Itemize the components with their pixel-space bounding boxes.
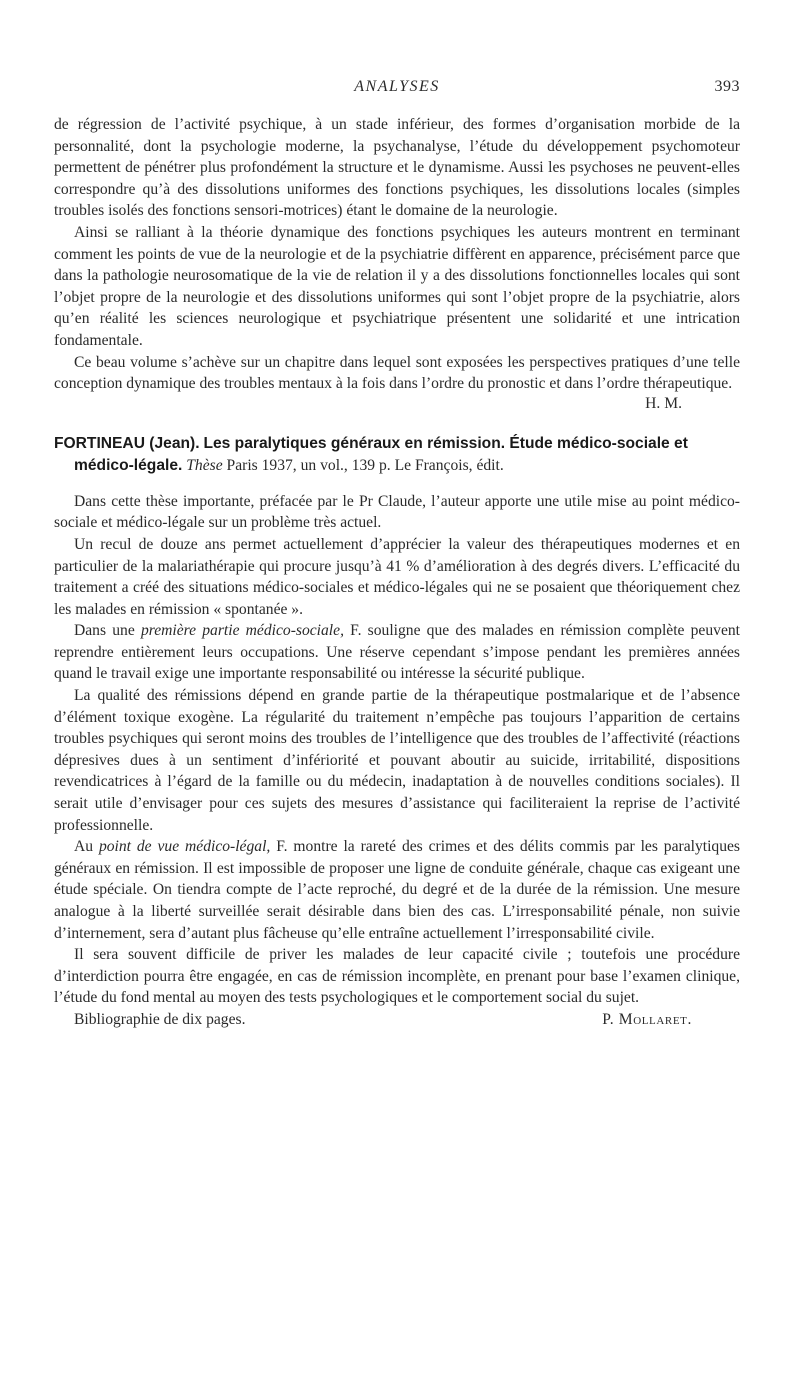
review-2-paragraph-3-rest: F. souligne que des malades en rémission complète peuvent reprendre entièrement leurs occupations. Une réserve cependant s’impose pendant les premières années quand le travail exige une importante responsabilité ou intéresse la sécurité publique. <box>54 622 740 683</box>
running-title: ANALYSES <box>354 78 440 95</box>
review-2-paragraph-1: Dans cette thèse importante, préfacée par le Pr Claude, l’auteur apporte une utile mise au point médico-sociale et médico-légale sur un problème très actuel. <box>54 492 740 532</box>
review-1-paragraph-1: de régression de l’activité psychique, à un stade inférieur, des formes d’organisation morbide de la personnalité, dont la psychologie moderne, la psychanalyse, l’étude du développement psychomoteur permettent de pénétrer plus profondément la structure et le dynamisme. Aussi les psychoses ne peuvent-elles correspondre qu’à des dissolutions uniformes des fonctions psychiques, les dissolutions locales (simples troubles isolés des fonctions sensori-motrices) étant le domaine de la neurologie. <box>54 116 740 220</box>
review-1-paragraph-2: Ainsi se ralliant à la théorie dynamique des fonctions psychiques les auteurs montrent en terminant comment les points de vue de la neurologie et de la psychiatrie diffèrent en apparence, précisément parce que dans la pathologie neurosomatique de la vie de relation il y a des dissolutions fonctionnelles locales qui sont l’objet propre de la neurologie et des dissolutions uniformes qui sont l’objet propre de la psychiatrie, alors qu’en réalité les sciences neurologique et psychiatrique présentent une solidarité et une intrication fondamentale. <box>54 223 740 349</box>
running-head <box>54 78 740 102</box>
review-1-signature: H. M. <box>645 394 682 412</box>
review-2-paragraph-5-lead: Au <box>74 838 94 856</box>
review-1-signature-line <box>54 395 740 413</box>
review-2-paragraph-4: La qualité des rémissions dépend en grande partie de la thérapeutique postmalarique et de l’absence d’élément toxique exogène. La régularité du traitement n’empêche pas toujours l’apparition de certains troubles psychiques qui seront moins des troubles de l’intelligence que des troubles de l’affectivité (réactions dépresives dues à un sentiment d’infériorité et pouvant aboutir au suicide, irritabilité, dispositions revendicatrices à l’égard de la famille ou du médecin, inadaptation à de nouvelles conditions sociales). Il serait utile d’envisager pour ces sujets des mesures d’assistance qui faciliteraient la reprise de l’activité professionnelle. <box>54 687 740 834</box>
review-2-bibliography: Bibliographie de dix pages. <box>74 1010 246 1028</box>
review-1-paragraph-3 <box>54 352 740 395</box>
review-2-title: Les paralytiques généraux en rémission. Étude médico-sociale et médico-légale. <box>74 434 688 474</box>
review-2 <box>54 433 740 1031</box>
review-1 <box>54 114 740 413</box>
review-2-paragraph-5 <box>54 836 740 944</box>
review-2-paragraph-3-lead: Dans une <box>74 622 135 640</box>
review-2-paragraph-2: Un recul de douze ans permet actuellement d’apprécier la valeur des thérapeutiques modernes et en particulier de la malariathérapie qui procure jusqu’à 41 % d’amélioration à des degrés divers. L’efficacité du traitement a créé des situations médico-sociales et médico-légales qui ne se posaient que théoriquement chez les malades en rémission « spontanée ». <box>54 535 740 618</box>
review-2-paragraph-3 <box>54 620 740 685</box>
review-2-paragraph-5-rest: F. montre la rareté des crimes et des délits commis par les paralytiques généraux en rémission. Il est impossible de proposer une ligne de conduite générale, chaque cas exigeant une étude spéciale. On tiendra compte de l’acte reproché, du degré et de la durée de la rémission. Une mesure analogue à la liberté surveillée serait désirable dans bien des cas. L’irresponsabilité pénale, non suivie d’internement, sera d’autant plus fâcheuse qu’elle entraîne actuellement l’irresponsabilité civile. <box>54 838 740 942</box>
review-2-heading <box>54 433 740 477</box>
review-2-bibliography-line <box>54 1009 740 1031</box>
page <box>54 78 740 1031</box>
review-1-paragraph-3-text: Ce beau volume s’achève sur un chapitre dans lequel sont exposées les perspectives pratiques d’une telle conception dynamique des troubles mentaux à la fois dans l’ordre du pronostic et dans l’ordre thérapeutique. <box>54 353 740 393</box>
page-number: 393 <box>714 78 740 95</box>
review-2-paragraph-5-emphasis: point de vue médico-légal, <box>98 838 271 856</box>
review-2-paragraph-3-emphasis: première partie médico-sociale, <box>140 622 344 640</box>
review-2-signature: P. Mollaret. <box>602 1010 692 1028</box>
review-2-author: FORTINEAU (Jean). <box>54 434 200 452</box>
review-2-these: Thèse <box>186 456 223 474</box>
review-2-paragraph-6: Il sera souvent difficile de priver les malades de leur capacité civile ; toutefois une procédure d’interdiction pourra être engagée, en cas de rémission incomplète, en prenant pour base l’examen clinique, l’étude du fond mental au moyen des tests psychologiques et le comportement social du sujet. <box>54 946 740 1007</box>
review-2-details: Paris 1937, un vol., 139 p. Le François, édit. <box>226 456 504 474</box>
